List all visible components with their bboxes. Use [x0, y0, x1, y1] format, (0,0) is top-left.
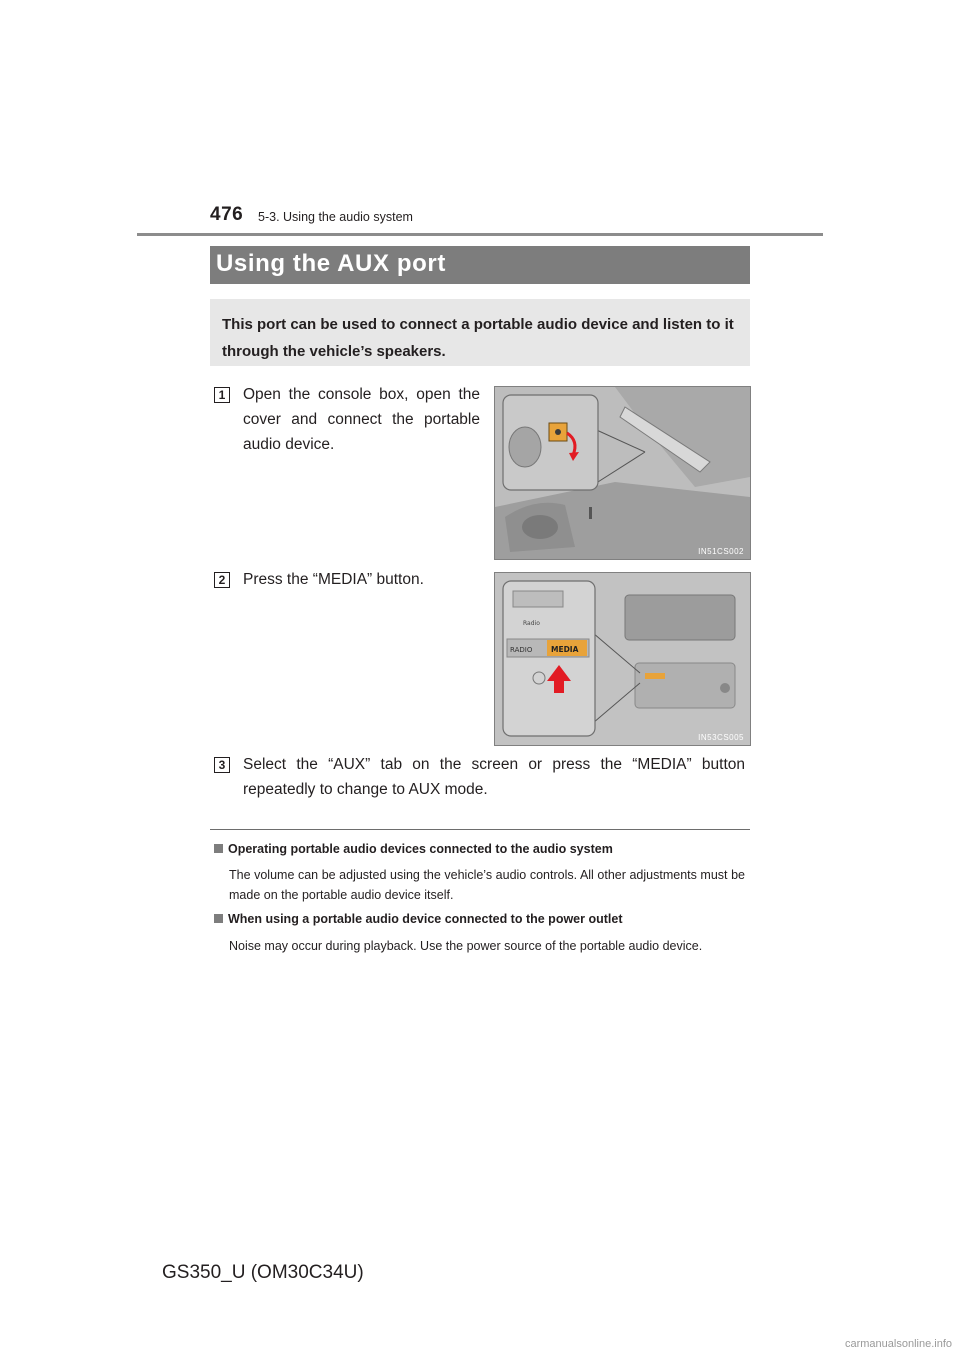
step-text-2: Press the “MEDIA” button. — [243, 571, 424, 588]
note-heading-text-1: Operating portable audio devices connected to the audio system — [228, 842, 613, 856]
watermark: carmanualsonline.info — [844, 1338, 952, 1350]
header-divider — [137, 233, 823, 236]
step-text-3: Select the “AUX” tab on the screen or press the “MEDIA” button repeatedly to change to AUX mode. — [243, 756, 745, 798]
image-code-2: IN53CS005 — [698, 733, 744, 742]
step-number-3: 3 — [214, 757, 230, 773]
page-number: 476 — [210, 204, 244, 225]
console-aux-drawing — [495, 387, 750, 559]
radio-indicator-label: Radio — [523, 620, 540, 627]
bullet-square-icon — [214, 844, 223, 853]
note-heading-1 — [214, 842, 744, 856]
console-aux-illustration — [494, 386, 751, 560]
image-code-1: IN51CS002 — [698, 547, 744, 556]
step-number-1: 1 — [214, 387, 230, 403]
radio-button-label: RADIO — [510, 646, 533, 654]
note-body-2: Noise may occur during playback. Use the power source of the portable audio device. — [229, 939, 703, 953]
media-button-illustration — [494, 572, 751, 746]
notes-divider — [210, 829, 750, 830]
media-panel-drawing — [495, 573, 750, 745]
bullet-square-icon — [214, 914, 223, 923]
note-body-1: The volume can be adjusted using the vehicle’s audio controls. All other adjustments must be made on the portable audio device itself. — [229, 868, 745, 902]
footer-model-code: GS350_U (OM30C34U) — [162, 1262, 364, 1283]
note-heading-text-2: When using a portable audio device connected to the power outlet — [228, 912, 623, 926]
media-button-label: MEDIA — [551, 645, 579, 654]
step-text-1: Open the console box, open the cover and connect the portable audio device. — [243, 386, 480, 453]
intro-text: This port can be used to connect a portable audio device and listen to it through the vehicle’s speakers. — [222, 316, 734, 360]
page-title: Using the AUX port — [216, 250, 446, 277]
section-label: 5-3. Using the audio system — [258, 210, 413, 224]
step-number-2: 2 — [214, 572, 230, 588]
note-heading-2 — [214, 912, 744, 926]
